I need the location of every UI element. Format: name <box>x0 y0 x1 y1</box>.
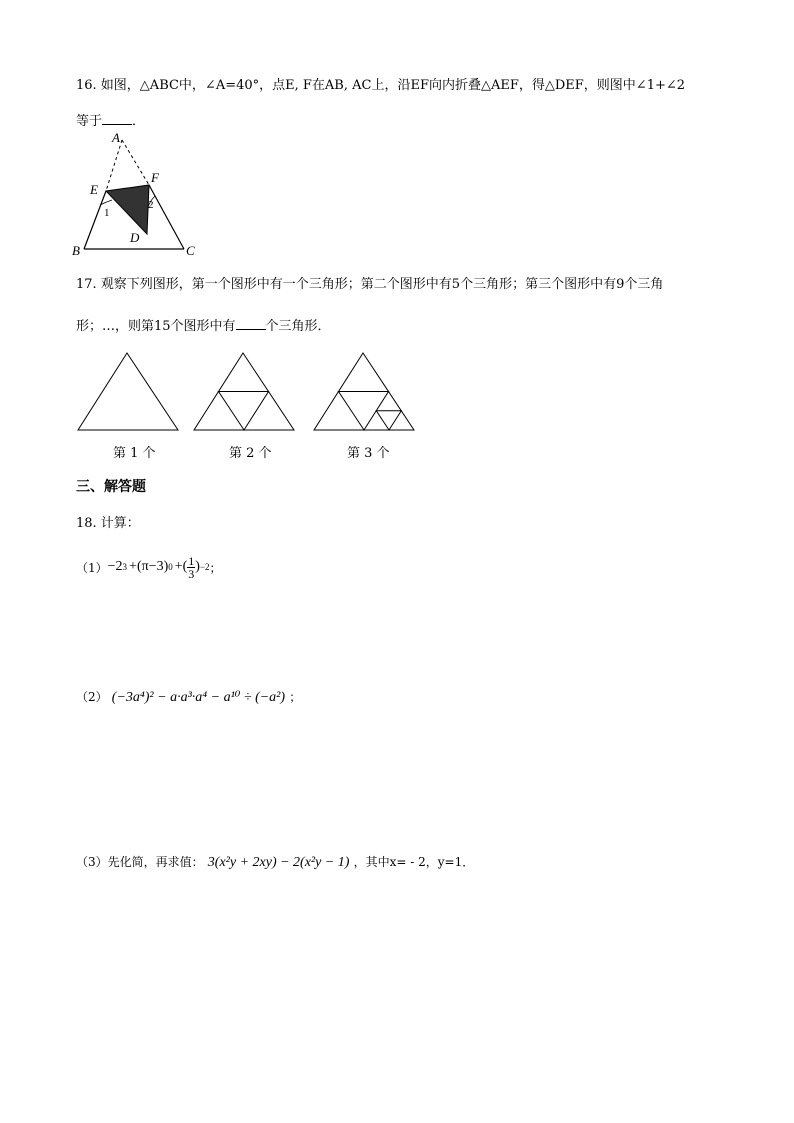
q18-part2-label: （2） <box>76 690 108 704</box>
q18-part1-label: （1） <box>76 560 108 575</box>
p1-numerator: 1 <box>188 553 195 568</box>
q18-part1 <box>76 549 222 585</box>
q18-part3 <box>76 853 474 871</box>
q17-text-line2 <box>76 315 331 334</box>
p1-b: +(π−3) <box>129 559 169 574</box>
label-c: C <box>186 243 195 258</box>
q18-part2-end: ； <box>289 690 302 704</box>
label-b: B <box>72 243 80 258</box>
p1-exp-a: 3 <box>122 562 128 572</box>
q18-part2-expression: (−3a⁴)² − a·a³·a⁴ − a¹⁰ ÷ (−a²) <box>111 690 286 705</box>
section-title: 三、解答题 <box>76 479 146 495</box>
folded-triangle-def <box>106 185 149 234</box>
label-2: 2 <box>148 199 154 211</box>
q18-part2 <box>76 688 301 706</box>
q16-text-line2 <box>76 110 145 129</box>
q18-part3-expression: 3(x²y + 2xy) − 2(x²y − 1) <box>207 855 350 870</box>
p1-exp-b: 0 <box>168 562 173 572</box>
p1-denominator: 3 <box>188 566 195 581</box>
q16-text: 16. 如图，△ABC中，∠A=40°，点E, F在AB, AC上，沿EF向内折叠△AEF，得△DEF，则图中∠1+∠2 <box>76 78 686 93</box>
p1-exp-d: −2 <box>199 562 210 572</box>
p1-a: −2 <box>107 559 123 574</box>
q17-figure-3 <box>310 350 420 434</box>
q18-part1-end: ； <box>209 560 222 575</box>
q17-text2a: 形；…，则第15个图形中有 <box>76 319 236 334</box>
label-d: D <box>130 230 140 245</box>
p1-fraction <box>187 555 195 580</box>
triangle-outer <box>78 353 178 430</box>
edge-eb <box>84 191 106 249</box>
q17-text: 17. 观察下列图形，第一个图形中有一个三角形；第二个图形中有5个三角形；第三个图形中有9个三角 <box>76 277 664 292</box>
edge-fc <box>149 185 184 249</box>
q17-text2b: 个三角形． <box>265 319 331 334</box>
triangle-inner <box>219 392 269 431</box>
q17-caption-3: 第 3 个 <box>347 446 390 461</box>
edge-ae-dashed <box>106 140 122 191</box>
label-e: E <box>90 182 98 197</box>
q17-caption-1: 第 1 个 <box>113 446 156 461</box>
q17-caption-2: 第 2 个 <box>229 446 272 461</box>
q16-end: ． <box>132 114 146 129</box>
triangle-inner-small <box>376 411 401 430</box>
p1-d: ) <box>195 559 200 574</box>
q17-figure-2 <box>190 350 300 434</box>
q18-title: 18. 计算： <box>76 516 140 531</box>
q16-text2: 等于 <box>76 114 103 129</box>
q18-part3-tail: ，其中x= - 2，y=1． <box>353 855 475 869</box>
label-f: F <box>151 170 159 185</box>
q17-figure-1 <box>74 350 184 434</box>
q18-part1-expression <box>108 555 210 580</box>
edge-af-dashed <box>122 140 149 185</box>
q17-answer-blank[interactable] <box>236 317 266 330</box>
q18-part3-label: （3）先化简，再求值： <box>76 855 204 869</box>
p1-c: +( <box>174 559 188 574</box>
label-1: 1 <box>104 207 110 219</box>
q16-answer-blank[interactable] <box>102 112 132 125</box>
label-a: A <box>112 130 120 145</box>
